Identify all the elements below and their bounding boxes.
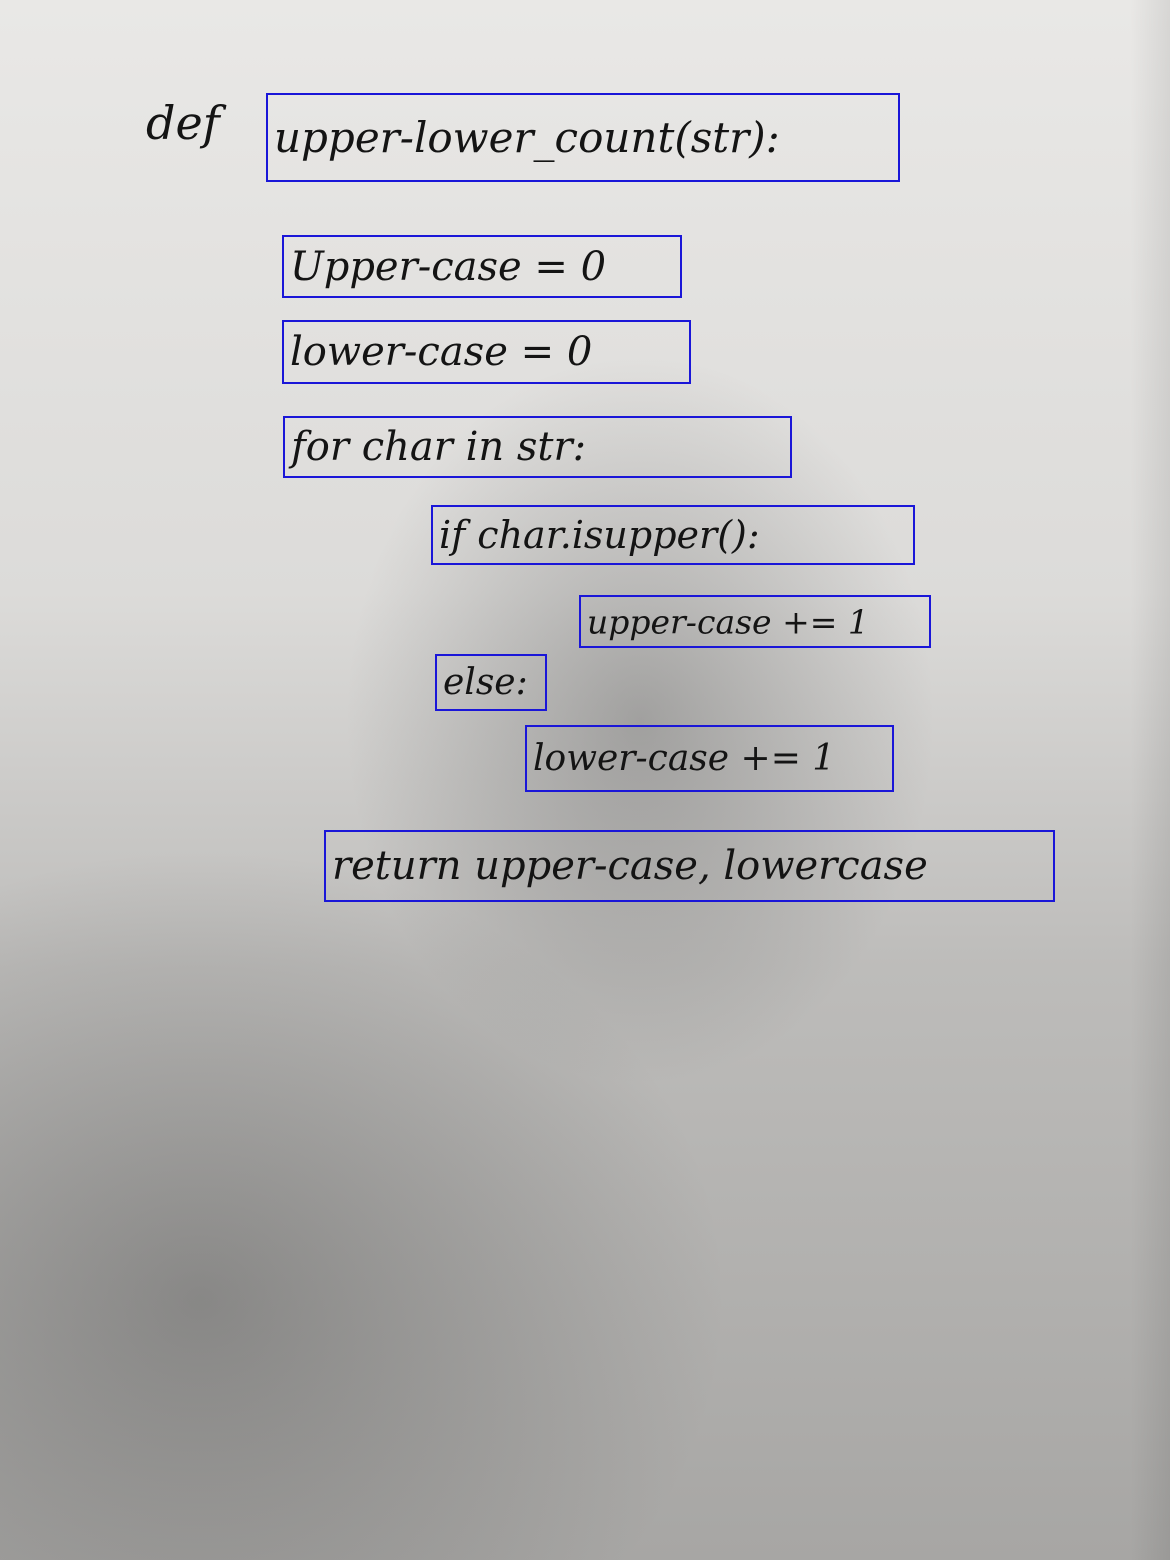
box-upper-increment [579, 595, 931, 648]
box-lower-init [282, 320, 691, 384]
box-lower-increment [525, 725, 894, 792]
box-for-loop [283, 416, 792, 478]
line-for-loop: for char in str: [291, 424, 587, 470]
box-return [324, 830, 1055, 902]
line-signature: upper-lower_count(str): [274, 112, 780, 162]
line-if-check: if char.isupper(): [439, 513, 760, 557]
box-if-check [431, 505, 915, 565]
line-lower-init: lower-case = 0 [290, 329, 593, 375]
line-upper-increment: upper-case += 1 [587, 602, 869, 641]
box-else [435, 654, 547, 711]
box-signature [266, 93, 900, 182]
line-return: return upper-case, lowercase [332, 843, 928, 889]
paper-edge-shadow [1130, 0, 1170, 1560]
box-upper-init [282, 235, 682, 298]
line-else: else: [443, 661, 528, 703]
line-lower-increment: lower-case += 1 [533, 737, 836, 779]
line-upper-init: Upper-case = 0 [290, 243, 607, 290]
def-keyword: def [146, 96, 220, 150]
